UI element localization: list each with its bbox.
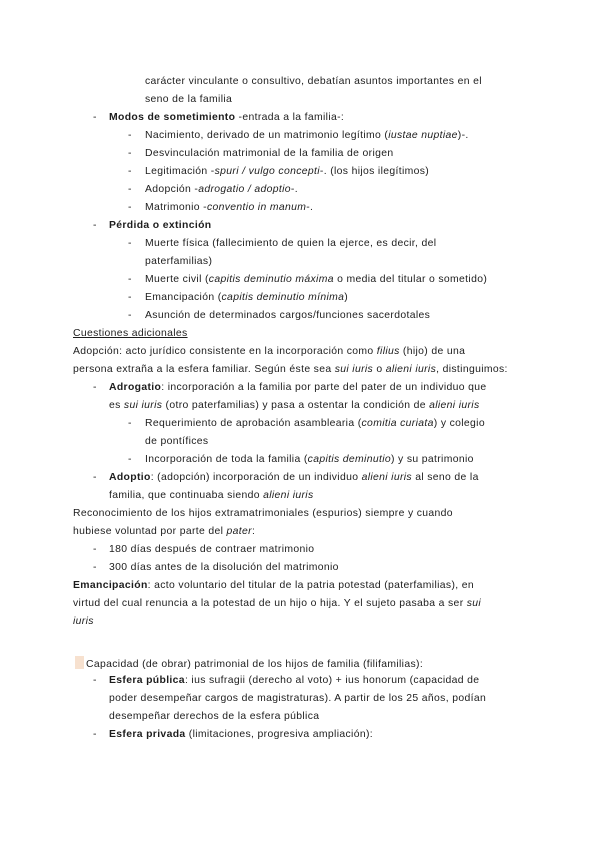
bullet-dash: - — [128, 238, 132, 249]
bullet-dash: - — [128, 166, 132, 177]
list-item-adrogatio: Adrogatio: incorporación a la familia por parte del pater de un individuo que — [109, 382, 487, 393]
list-item: Muerte física (fallecimiento de quien la ejerce, es decir, del — [145, 238, 437, 249]
list-item: 180 días después de contraer matrimonio — [109, 544, 315, 555]
bullet-dash: - — [93, 472, 97, 483]
section-heading-modos: Modos de sometimiento -entrada a la familia-: — [109, 112, 345, 123]
bullet-dash: - — [128, 202, 132, 213]
bullet-dash: - — [93, 382, 97, 393]
highlight-mark — [75, 656, 84, 669]
list-item: Muerte civil (capitis deminutio máxima o media del titular o sometido) — [145, 274, 488, 285]
bullet-dash: - — [93, 544, 97, 555]
list-item: Requerimiento de aprobación asamblearia (comitia curiata) y colegio — [145, 418, 485, 429]
text-line: familia, que continuaba siendo alieni iuris — [109, 490, 314, 501]
bullet-dash: - — [93, 675, 97, 686]
list-item: Adopción -adrogatio / adoptio-. — [145, 184, 298, 195]
bullet-dash: - — [128, 130, 132, 141]
text-line: poder desempeñar cargos de magistraturas). A partir de los 25 años, podían — [109, 693, 487, 704]
section-title-cuestiones: Cuestiones adicionales — [73, 328, 188, 339]
bullet-dash: - — [93, 112, 97, 123]
text-line: es sui iuris (otro paterfamilias) y pasa a ostentar la condición de alieni iuris — [109, 400, 480, 411]
list-item: Asunción de determinados cargos/funciones sacerdotales — [145, 310, 431, 321]
list-item: Legitimación -spuri / vulgo concepti-. (los hijos ilegítimos) — [145, 166, 430, 177]
paragraph-line: iuris — [73, 616, 94, 627]
bullet-dash: - — [128, 418, 132, 429]
list-item-esfera-publica: Esfera pública: ius sufragii (derecho al voto) + ius honorum (capacidad de — [109, 675, 480, 686]
bullet-dash: - — [128, 310, 132, 321]
text-line: de pontífices — [145, 436, 209, 447]
paragraph-line: Adopción: acto jurídico consistente en la incorporación como filius (hijo) de una — [73, 346, 466, 357]
bullet-dash: - — [128, 274, 132, 285]
list-item: Matrimonio -conventio in manum-. — [145, 202, 314, 213]
bullet-dash: - — [93, 220, 97, 231]
text-line: carácter vinculante o consultivo, debatían asuntos importantes en el — [145, 76, 482, 87]
bullet-dash: - — [128, 292, 132, 303]
list-item: 300 días antes de la disolución del matrimonio — [109, 562, 339, 573]
paragraph-line: hubiese voluntad por parte del pater: — [73, 526, 256, 537]
paragraph-line: Reconocimiento de los hijos extramatrimoniales (espurios) siempre y cuando — [73, 508, 453, 519]
paragraph-line: Emancipación: acto voluntario del titular de la patria potestad (paterfamilias), en — [73, 580, 474, 591]
bullet-dash: - — [128, 148, 132, 159]
text-line: seno de la familia — [145, 94, 233, 105]
text-line: desempeñar derechos de la esfera pública — [109, 711, 320, 722]
bullet-dash: - — [128, 184, 132, 195]
text-line: paterfamilias) — [145, 256, 213, 267]
bullet-dash: - — [93, 729, 97, 740]
list-item-adoptio: Adoptio: (adopción) incorporación de un individuo alieni iuris al seno de la — [109, 472, 479, 483]
section-heading-capacidad: Capacidad (de obrar) patrimonial de los hijos de familia (filifamilias): — [75, 656, 423, 672]
list-item: Emancipación (capitis deminutio mínima) — [145, 292, 349, 303]
list-item: Incorporación de toda la familia (capitis deminutio) y su patrimonio — [145, 454, 474, 465]
bullet-dash: - — [128, 454, 132, 465]
list-item-esfera-privada: Esfera privada (limitaciones, progresiva ampliación): — [109, 729, 374, 740]
paragraph-line: persona extraña a la esfera familiar. Según éste sea sui iuris o alieni iuris, distinguimos: — [73, 364, 508, 375]
bullet-dash: - — [93, 562, 97, 573]
list-item: Nacimiento, derivado de un matrimonio legítimo (iustae nuptiae)-. — [145, 130, 469, 141]
list-item: Desvinculación matrimonial de la familia de origen — [145, 148, 394, 159]
section-heading-perdida: Pérdida o extinción — [109, 220, 212, 231]
paragraph-line: virtud del cual renuncia a la potestad de un hijo o hija. Y el sujeto pasaba a ser sui — [73, 598, 482, 609]
